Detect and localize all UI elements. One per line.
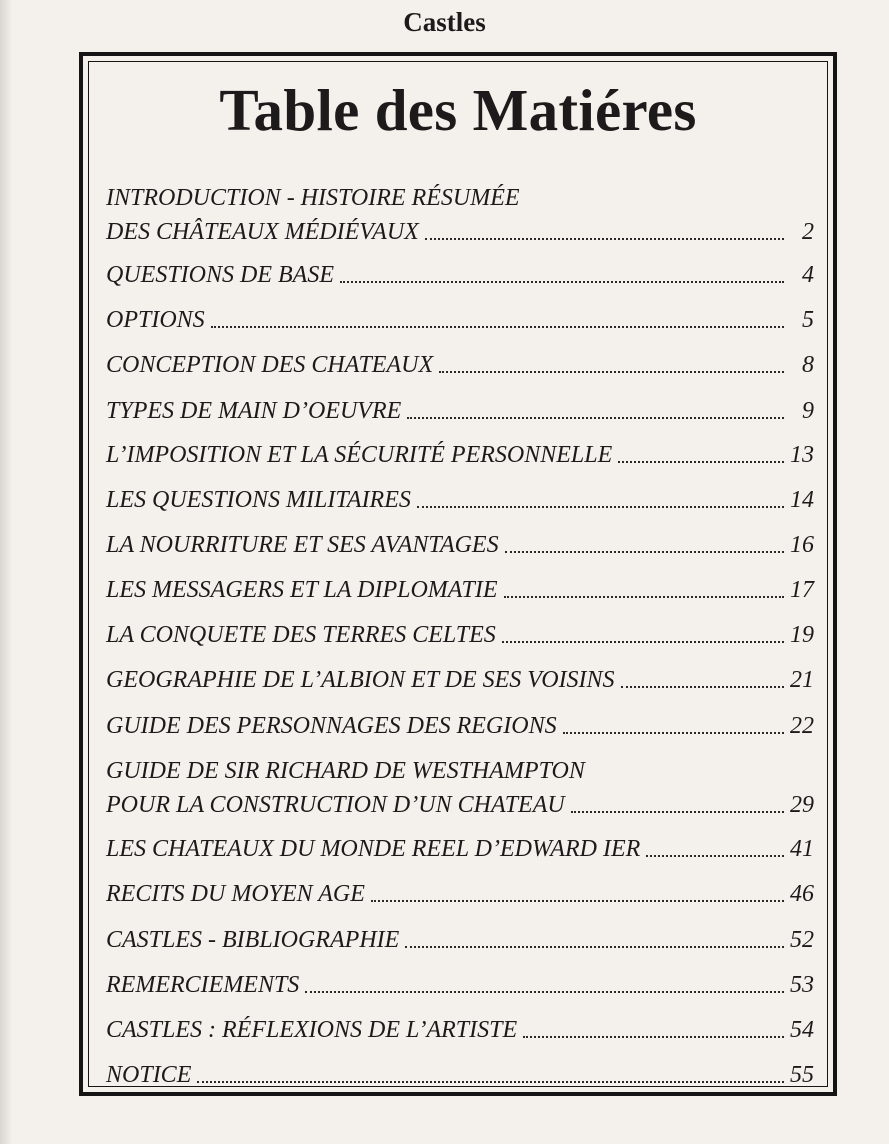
dot-leader	[340, 280, 784, 283]
toc-page-number: 4	[802, 262, 814, 288]
dot-leader	[305, 990, 784, 993]
toc-entry-line	[106, 1005, 814, 1045]
toc-entry-line	[106, 824, 814, 864]
toc-entry-title: QUESTIONS DE BASE	[106, 262, 334, 288]
toc-entry-line	[106, 1050, 814, 1090]
toc-entry-title: POUR LA CONSTRUCTION D’UN CHATEAU	[106, 792, 565, 818]
toc-entry-line	[106, 520, 814, 560]
dot-leader	[505, 550, 784, 553]
toc-entry-title: LES MESSAGERS ET LA DIPLOMATIE	[106, 577, 498, 603]
dot-leader	[523, 1035, 784, 1038]
toc-entry-line	[106, 565, 814, 605]
dot-leader	[197, 1080, 784, 1083]
toc-entry-title: CASTLES - BIBLIOGRAPHIE	[106, 927, 400, 953]
toc-page-number: 8	[802, 352, 814, 378]
toc-entry-title: NOTICE	[106, 1062, 192, 1088]
running-header: Castles	[403, 7, 486, 37]
toc-entry-line	[106, 250, 814, 290]
toc-page-number: 55	[790, 1062, 814, 1088]
toc-entry-line	[106, 610, 814, 650]
toc-entry-title: DES CHÂTEAUX MÉDIÉVAUX	[106, 219, 419, 245]
dot-leader	[211, 325, 784, 328]
dot-leader	[502, 640, 784, 643]
dot-leader	[563, 731, 784, 734]
toc-entry-title: TYPES DE MAIN D’OEUVRE	[106, 398, 402, 424]
toc-page-number: 52	[790, 927, 814, 953]
dot-leader	[621, 685, 784, 688]
toc-page-number: 29	[790, 792, 814, 818]
toc-entry-title: OPTIONS	[106, 307, 205, 333]
toc-entry-line	[106, 295, 814, 335]
toc-entry-line	[106, 386, 814, 426]
toc-entry-title: GEOGRAPHIE DE L’ALBION ET DE SES VOISINS	[106, 667, 615, 693]
toc-entry-title: LA CONQUETE DES TERRES CELTES	[106, 622, 496, 648]
toc-entry-line	[106, 655, 814, 695]
dot-leader	[371, 899, 784, 902]
toc-page-number: 46	[790, 881, 814, 907]
toc-entry-line	[106, 780, 814, 820]
toc-page-number: 54	[790, 1017, 814, 1043]
toc-page-number: 17	[790, 577, 814, 603]
toc-entry-title: LES QUESTIONS MILITAIRES	[106, 487, 411, 513]
toc-page-number: 2	[802, 219, 814, 245]
toc-entry-title: LA NOURRITURE ET SES AVANTAGES	[106, 532, 499, 558]
toc-entry-line	[106, 340, 814, 380]
toc-page-number: 41	[790, 836, 814, 862]
toc-page-number: 9	[802, 398, 814, 424]
toc-entry-line	[106, 960, 814, 1000]
toc-page-number: 53	[790, 972, 814, 998]
toc-entry-title: GUIDE DES PERSONNAGES DES REGIONS	[106, 713, 557, 739]
toc-entry-title: L’IMPOSITION ET LA SÉCURITÉ PERSONNELLE	[106, 442, 613, 468]
dot-leader	[405, 945, 784, 948]
toc-entry-line	[106, 475, 814, 515]
dot-leader	[425, 237, 784, 240]
dot-leader	[407, 416, 784, 419]
dot-leader	[571, 810, 784, 813]
dot-leader	[417, 505, 784, 508]
toc-entry-title: REMERCIEMENTS	[106, 972, 300, 998]
toc-entry-title: CONCEPTION DES CHATEAUX	[106, 352, 434, 378]
page-binding-edge	[0, 0, 12, 1144]
dot-leader	[618, 460, 784, 463]
toc-entry-title: LES CHATEAUX DU MONDE REEL D’EDWARD IER	[106, 836, 641, 862]
toc-page-number: 16	[790, 532, 814, 558]
dot-leader	[646, 854, 784, 857]
toc-page-number: 14	[790, 487, 814, 513]
toc-entry-line	[106, 869, 814, 909]
toc-entry-title: INTRODUCTION - HISTOIRE RÉSUMÉE	[106, 185, 520, 211]
toc-entry-line	[106, 701, 814, 741]
page-title: Table des Matiéres	[219, 77, 697, 143]
dot-leader	[439, 370, 784, 373]
toc-page-number: 22	[790, 713, 814, 739]
toc-page-number: 5	[802, 307, 814, 333]
toc-page-number: 21	[790, 667, 814, 693]
toc-entry-title: CASTLES : RÉFLEXIONS DE L’ARTISTE	[106, 1017, 518, 1043]
toc-entry-line	[106, 430, 814, 470]
toc-entry-line	[106, 207, 814, 247]
dot-leader	[504, 595, 784, 598]
toc-entry-title: RECITS DU MOYEN AGE	[106, 881, 365, 907]
toc-entry-line	[106, 915, 814, 955]
toc-page-number: 19	[790, 622, 814, 648]
toc-entry-title: GUIDE DE SIR RICHARD DE WESTHAMPTON	[106, 758, 585, 784]
toc-page-number: 13	[790, 442, 814, 468]
